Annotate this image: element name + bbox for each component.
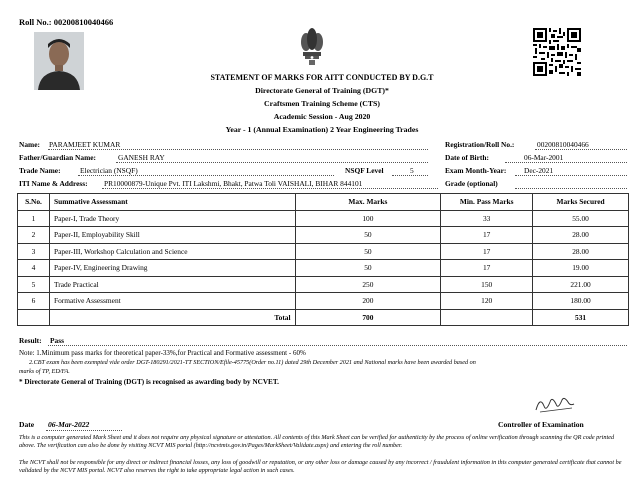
cell-blank [441,309,533,326]
note-1: Note: 1.Minimum pass marks for theoretical paper-33%,for Practical and Formative assessment - 60% [19,349,306,357]
cell-marks-secured: 221.00 [533,276,629,293]
table-row [18,260,629,277]
trade-label: Trade Name: [19,166,61,175]
cell-assessment: Trade Practical [49,276,295,293]
total-marks-secured: 531 [533,309,629,326]
controller-signature [530,392,580,418]
cell-assessment: Paper-I, Trade Theory [49,210,295,227]
grade-label: Grade (optional) [445,179,498,188]
exam-underline [515,175,627,176]
cell-marks-secured: 28.00 [533,227,629,244]
result-underline [48,345,627,346]
header-max-marks: Max. Marks [295,194,441,211]
total-max-marks: 700 [295,309,441,326]
exam-month-year: Dec-2021 [524,166,554,175]
registration-number: 00200810040466 [537,140,589,149]
national-emblem [298,22,326,66]
header-min-pass: Min. Pass Marks [441,194,533,211]
cell-max-marks: 250 [295,276,441,293]
nsqf-level: 5 [410,166,414,175]
dob-label: Date of Birth: [445,153,489,162]
cell-marks-secured: 19.00 [533,260,629,277]
father-name: GANESH RAY [118,153,165,162]
header-marks-secured: Marks Secured [533,194,629,211]
cell-min-pass: 17 [441,227,533,244]
candidate-name: PARAMJEET KUMAR [49,140,121,149]
table-row [18,293,629,310]
dob-underline [505,162,627,163]
table-row [18,227,629,244]
cell-max-marks: 50 [295,260,441,277]
cell-assessment: Formative Assessment [49,293,295,310]
nsqf-label: NSQF Level [345,166,384,175]
grade-underline [515,188,627,189]
dgt-recognition-note: * Directorate General of Training (DGT) is recognised as awarding body by NCVET. [19,378,279,386]
scheme-heading: Craftsmen Training Scheme (CTS) [263,99,380,108]
document-title: STATEMENT OF MARKS FOR AITT CONDUCTED BY D.G.T [210,73,434,82]
cell-max-marks: 50 [295,243,441,260]
father-underline [116,162,428,163]
cell-assessment: Paper-II, Employability Skill [49,227,295,244]
cell-min-pass: 120 [441,293,533,310]
cell-marks-secured: 28.00 [533,243,629,260]
directorate-heading: Directorate General of Training (DGT)* [255,86,389,95]
cell-sno: 2 [18,227,50,244]
footer-disclaimer-text: The NCVT shall not be responsible for any direct or indirect financial losses, any loss of goodwill or reputation, or any other loss or damage caused by any incorrect / fraudulent information in this computer generated certificate that cannot be validated by the NCVT MIS portal. NCVT also reserves the right to take appropriate legal action in such cases. [19,459,622,474]
cell-sno: 1 [18,210,50,227]
name-label: Name: [19,140,40,149]
trade-name: Electrician (NSQF) [80,166,138,175]
date-of-birth: 06-Mar-2001 [524,153,564,162]
cell-assessment: Paper-III, Workshop Calculation and Science [49,243,295,260]
name-underline [48,149,428,150]
table-row [18,210,629,227]
result-value: Pass [50,336,64,345]
cell-sno: 4 [18,260,50,277]
cell-sno: 3 [18,243,50,260]
cell-min-pass: 150 [441,276,533,293]
cell-max-marks: 200 [295,293,441,310]
roll-number-top: Roll No.: 00200810040466 [19,17,114,27]
registration-underline [535,149,627,150]
marks-table [17,193,629,326]
table-total-row [18,309,629,326]
header-assessment: Summative Assessmant [49,194,295,211]
table-row [18,276,629,293]
cell-blank [18,309,50,326]
exam-label: Exam Month-Year: [445,166,507,175]
cell-assessment: Paper-IV, Engineering Drawing [49,260,295,277]
registration-label: Registration/Roll No.: [445,140,515,149]
date-label: Date [19,420,35,429]
trade-underline [78,175,334,176]
iti-name-address: PR10000879-Unique Pvt. ITI Lakshmi, Bhakt, Patwa Toli VAISHALI, BIHAR 844101 [104,179,363,188]
iti-label: ITI Name & Address: [19,179,88,188]
nsqf-underline [392,175,428,176]
cell-marks-secured: 180.00 [533,293,629,310]
cell-marks-secured: 55.00 [533,210,629,227]
note-2: 2.CBT exam has been exempted vide order DGT-180291/2021-TT SECTION/Efile-45775(Order no.11) dated 29th December 2021 and National marks have been awarded based on [29,359,476,366]
note-2-continued: marks of TP, ED/FA. [19,368,70,375]
cell-sno: 5 [18,276,50,293]
cell-min-pass: 33 [441,210,533,227]
qr-code [533,28,581,76]
cell-min-pass: 17 [441,260,533,277]
year-heading: Year - 1 (Annual Examination) 2 Year Engineering Trades [225,125,419,134]
table-row [18,243,629,260]
cell-min-pass: 17 [441,243,533,260]
result-label: Result: [19,336,42,345]
cell-max-marks: 100 [295,210,441,227]
iti-underline [102,188,438,189]
session-heading: Academic Session - Aug 2020 [273,112,371,121]
footer-verification-text: This is a computer generated Mark Sheet and it does not require any physical signature or attestation. All contents of this Mark Sheet can be verified for authenticity by the process of online verification through scanning the QR code printed above. The verification can also be done by visiting NCVT MIS portal (http://ncvtmis.gov.in/Pages/MarkSheet/Validate.aspx) and entering the roll number. [19,434,615,449]
header-sno: S.No. [18,194,50,211]
controller-label: Controller of Examination [498,420,584,429]
table-header-row [18,194,629,211]
cell-max-marks: 50 [295,227,441,244]
issue-date: 06-Mar-2022 [48,420,90,429]
date-underline [46,430,122,431]
father-label: Father/Guardian Name: [19,153,96,162]
cell-sno: 6 [18,293,50,310]
total-label: Total [49,309,295,326]
